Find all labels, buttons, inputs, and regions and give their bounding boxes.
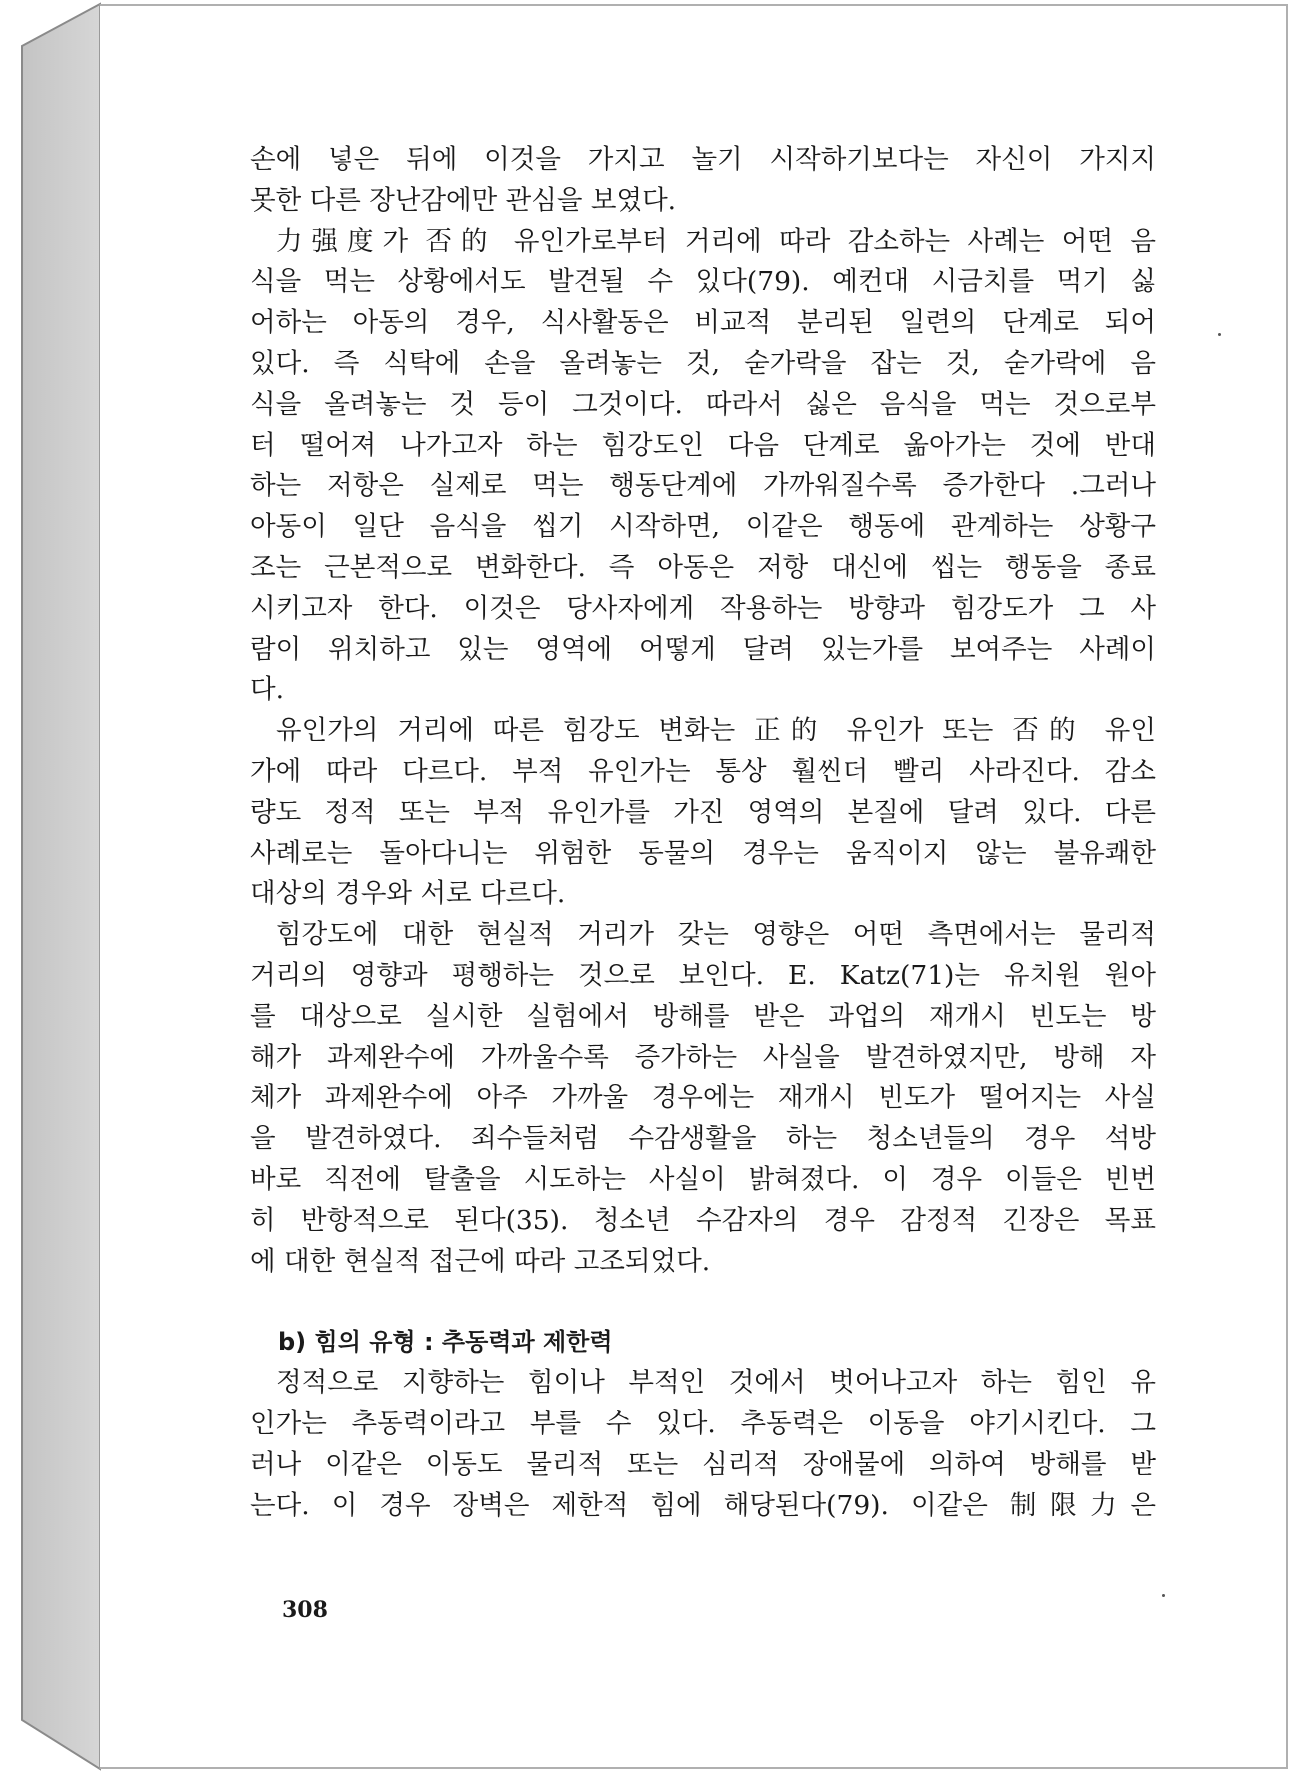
- text-line: 바로 직전에 탈출을 시도하는 사실이 밝혀졌다. 이 경우 이들은 빈번: [250, 1163, 1156, 1195]
- text-line: 식을 먹는 상황에서도 발견될 수 있다(79). 예컨대 시금치를 먹기 싫: [250, 266, 1156, 298]
- text-line: 량도 정적 또는 부적 유인가를 가진 영역의 본질에 달려 있다. 다른: [250, 796, 1156, 828]
- text-line: 대상의 경우와 서로 다르다.: [250, 878, 566, 910]
- text-line: 손에 넣은 뒤에 이것을 가지고 놀기 시작하기보다는 자신이 가지지: [250, 144, 1156, 175]
- text-line: 인가는 추동력이라고 부를 수 있다. 추동력은 이동을 야기시킨다. 그: [250, 1407, 1156, 1439]
- text-line: 에 대한 현실적 접근에 따라 고조되었다.: [250, 1245, 711, 1277]
- text-line: 러나 이같은 이동도 물리적 또는 심리적 장애물에 의하여 방해를 받: [250, 1448, 1156, 1480]
- text-line: 시키고자 한다. 이것은 당사자에게 작용하는 방향과 힘강도가 그 사: [250, 592, 1156, 624]
- text-line: 못한 다른 장난감에만 관심을 보였다.: [250, 184, 677, 216]
- text-line: 하는 저항은 실제로 먹는 행동단계에 가까워질수록 증가한다 .그러나: [250, 470, 1156, 502]
- text-line: 는다. 이 경우 장벽은 제한적 힘에 해당된다(79). 이같은 制限力은: [250, 1489, 1156, 1521]
- section-gap: [250, 1282, 1156, 1322]
- text-line: 체가 과제완수에 아주 가까울 경우에는 재개시 빈도가 떨어지는 사실: [250, 1082, 1156, 1114]
- text-line: 어하는 아동의 경우, 식사활동은 비교적 분리된 일련의 단계로 되어: [250, 307, 1156, 339]
- text-line: 거리의 영향과 평행하는 것으로 보인다. E. Katz(71)는 유치원 원아: [250, 959, 1156, 991]
- text-line: 정적으로 지향하는 힘이나 부적인 것에서 벗어나고자 하는 힘인 유: [276, 1367, 1156, 1399]
- text-line: 조는 근본적으로 변화한다. 즉 아동은 저항 대신에 씹는 행동을 종료: [250, 551, 1156, 583]
- text-line: 를 대상으로 실시한 실험에서 방해를 받은 과업의 재개시 빈도는 방: [250, 1000, 1156, 1032]
- text-line: 식을 올려놓는 것 등이 그것이다. 따라서 싫은 음식을 먹는 것으로부: [250, 388, 1156, 420]
- scan-speck: [1162, 1594, 1165, 1597]
- section-heading: b) 힘의 유형 : 추동력과 제한력: [278, 1328, 613, 1357]
- text-line: 아동이 일단 음식을 씹기 시작하면, 이같은 행동에 관계하는 상황구: [250, 511, 1156, 543]
- text-line: 람이 위치하고 있는 영역에 어떻게 달려 있는가를 보여주는 사례이: [250, 633, 1156, 665]
- text-line: 있다. 즉 식탁에 손을 올려놓는 것, 숟가락을 잡는 것, 숟가락에 음: [250, 347, 1156, 379]
- text-line: 가에 따라 다르다. 부적 유인가는 통상 훨씬더 빨리 사라진다. 감소: [250, 755, 1156, 787]
- text-line: 사례로는 돌아다니는 위험한 동물의 경우는 움직이지 않는 불유쾌한: [250, 837, 1156, 869]
- text-line: 해가 과제완수에 가까울수록 증가하는 사실을 발견하였지만, 방해 자: [250, 1041, 1156, 1073]
- text-line: 유인가의 거리에 따른 힘강도 변화는 正的 유인가 또는 否的 유인: [276, 715, 1156, 747]
- text-line: 力强度가 否的 유인가로부터 거리에 따라 감소하는 사례는 어떤 음: [276, 225, 1156, 257]
- text-line: 힘강도에 대한 현실적 거리가 갖는 영향은 어떤 측면에서는 물리적: [276, 919, 1156, 951]
- text-line: 을 발견하였다. 죄수들처럼 수감생활을 하는 청소년들의 경우 석방: [250, 1123, 1156, 1155]
- text-line: 히 반항적으로 된다(35). 청소년 수감자의 경우 감정적 긴장은 목표: [250, 1204, 1156, 1236]
- page-number: 308: [282, 1597, 328, 1623]
- text-line: 다.: [250, 674, 285, 706]
- text-line: 터 떨어져 나가고자 하는 힘강도인 다음 단계로 옮아가는 것에 반대: [250, 429, 1156, 461]
- scan-speck: [1218, 333, 1221, 336]
- body-text: [250, 140, 1156, 1526]
